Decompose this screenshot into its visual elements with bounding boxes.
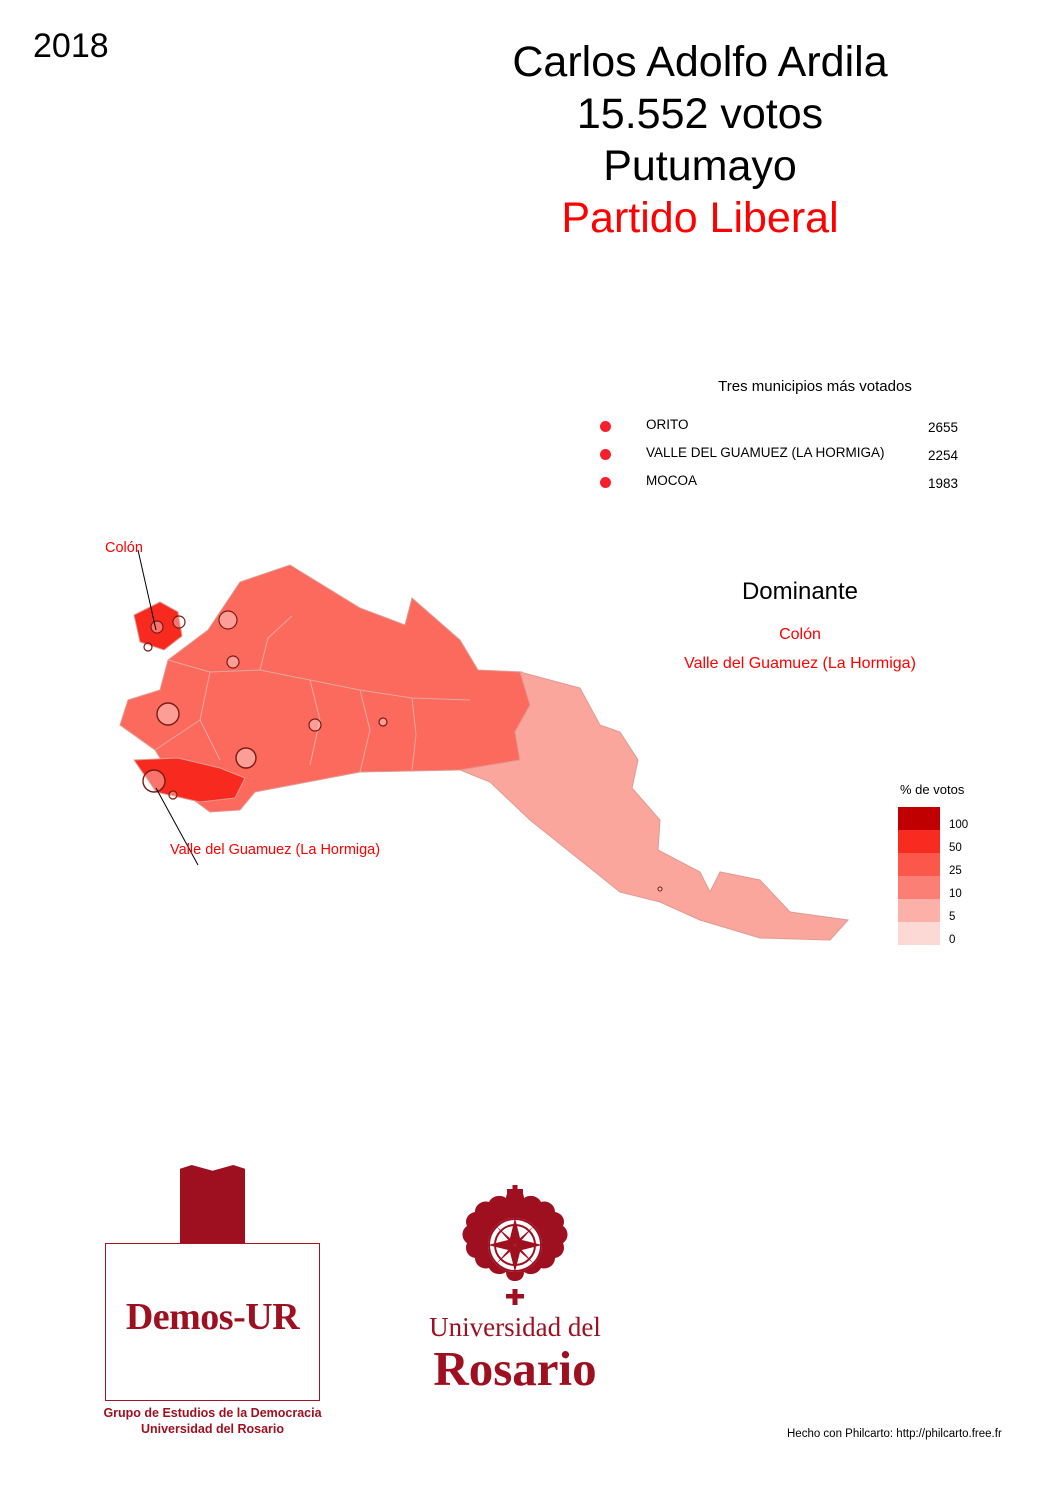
map-label-colon: Colón	[105, 540, 143, 556]
legend-label: 100	[949, 819, 969, 831]
legend-label: 25	[949, 865, 962, 877]
year-label: 2018	[33, 27, 109, 65]
municipality-name: VALLE DEL GUAMUEZ (LA HORMIGA)	[646, 445, 885, 460]
municipality-votes: 1983	[928, 476, 959, 491]
municipality-votes: 2254	[928, 448, 959, 463]
legend-swatch	[898, 830, 940, 853]
demos-ur-caption-line2: Universidad del Rosario	[140, 1422, 285, 1436]
legend-title: % de votos	[900, 782, 965, 797]
list-item	[590, 445, 1010, 473]
map-label-valle-guamuez: Valle del Guamuez (La Hormiga)	[170, 842, 381, 858]
legend-swatch	[898, 876, 940, 899]
legend-swatch	[898, 922, 940, 945]
top-municipalities-title: Tres municipios más votados	[718, 378, 912, 395]
bullet-dot-icon	[600, 449, 611, 460]
bullet-dot-icon	[600, 477, 611, 488]
legend-label: 0	[949, 934, 956, 946]
legend-label: 10	[949, 888, 962, 900]
demos-ur-caption	[80, 1405, 345, 1437]
municipality-name: ORITO	[646, 417, 689, 432]
demos-ur-logo	[80, 1155, 360, 1445]
map-svg	[60, 520, 880, 970]
philcarto-credit: Hecho con Philcarto: http://philcarto.free.fr	[787, 1428, 1002, 1440]
legend-label: 50	[949, 842, 962, 854]
legend	[895, 782, 1015, 945]
demos-ur-wordmark: Demos-UR	[125, 1296, 300, 1338]
legend-item	[895, 807, 1015, 830]
dominante-item: Colón	[779, 626, 821, 643]
list-item	[590, 417, 1010, 445]
rosario-wordmark-line1: Universidad del	[429, 1312, 601, 1342]
votes-total: 15.552 votos	[576, 90, 824, 138]
legend-item	[895, 899, 1015, 922]
legend-swatch	[898, 807, 940, 830]
dominante-item: Valle del Guamuez (La Hormiga)	[684, 655, 916, 672]
legend-item	[895, 876, 1015, 899]
top-municipalities-panel	[590, 378, 1010, 501]
bullet-dot-icon	[600, 421, 611, 432]
title-block	[390, 36, 1010, 244]
legend-swatch	[898, 853, 940, 876]
municipality-name: MOCOA	[646, 473, 698, 488]
municipality-votes: 2655	[928, 420, 959, 435]
candidate-name: Carlos Adolfo Ardila	[512, 38, 888, 86]
department-name: Putumayo	[603, 142, 797, 190]
legend-swatch	[898, 899, 940, 922]
choropleth-map	[60, 520, 880, 970]
dominante-title: Dominante	[741, 578, 859, 605]
demos-ur-caption-line1: Grupo de Estudios de la Democracia	[103, 1406, 322, 1420]
list-item	[590, 473, 1010, 501]
rosario-crest-icon	[440, 1185, 590, 1310]
legend-item	[895, 830, 1015, 853]
legend-item	[895, 922, 1015, 945]
legend-label: 5	[949, 911, 956, 923]
rosario-wordmark-line2: Rosario	[433, 1341, 597, 1396]
party-name: Partido Liberal	[561, 194, 839, 242]
legend-item	[895, 853, 1015, 876]
universidad-del-rosario-logo	[390, 1185, 640, 1415]
